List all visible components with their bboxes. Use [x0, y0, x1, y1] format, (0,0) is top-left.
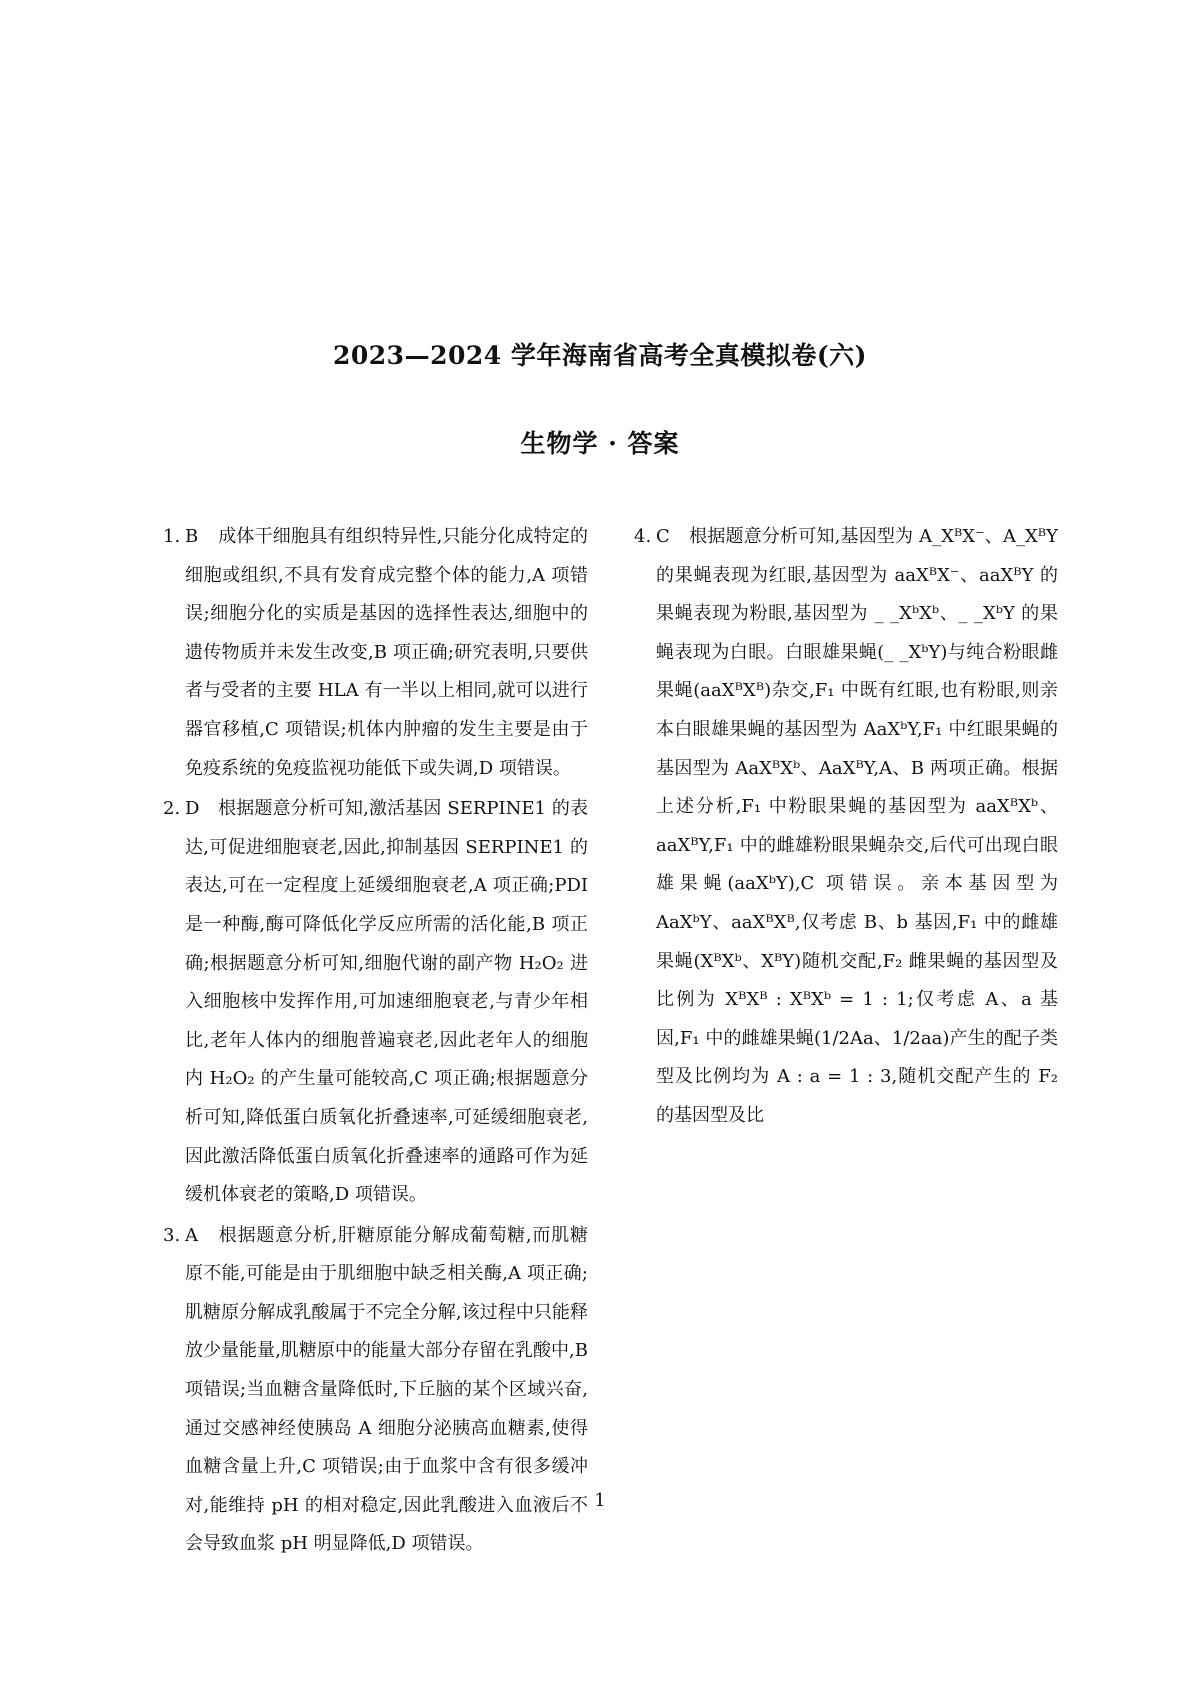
answer-item-1	[163, 518, 588, 788]
document-title: 2023—2024 学年海南省高考全真模拟卷(六)	[332, 341, 868, 370]
answer-item-3	[163, 1217, 588, 1555]
document-subtitle: 生物学 · 答案	[520, 429, 680, 458]
answer-explanation: 根据题意分析可知,激活基因 SERPINE1 的表达,可促进细胞衰老,因此,抑制基因 SERPINE1 的表达,可在一定程度上延缓细胞衰老,A 项正确;PDI 是一种酶,酶可降低化学反应所需的活化能,B 项正确;根据题意分析可知,细胞代谢的副产物 H₂O₂ 进入细胞核中发挥作用,可加速细胞衰老,与青少年相比,老年人体内的细胞普遍衰老,因此老年人的细胞内 H₂O₂ 的产生量可能较高,C 项正确;根据题意分析可知,降低蛋白质氧化折叠速率,可延缓细胞衰老,因此激活降低蛋白质氧化折叠速率的通路可作为延缓机体衰老的策略,D 项错误。	[185, 798, 588, 1206]
page-number: 1	[594, 1490, 606, 1511]
left-column	[163, 518, 588, 1555]
item-number: 4.	[634, 526, 652, 547]
right-column	[634, 518, 1058, 1138]
answer-explanation: 根据题意分析可知,基因型为 A_XᴮX⁻、A_XᴮY 的果蝇表现为红眼,基因型为 aaXᴮX⁻、aaXᴮY 的果蝇表现为粉眼,基因型为 _ _XᵇXᵇ、_ _XᵇY 的果蝇表现为白眼。白眼雄果蝇(_ _XᵇY)与纯合粉眼雌果蝇(aaXᴮXᴮ)杂交,F₁ 中既有红眼,也有粉眼,则亲本白眼雄果蝇的基因型为 AaXᵇY,F₁ 中红眼果蝇的基因型为 AaXᴮXᵇ、AaXᴮY,A、B 两项正确。根据上述分析,F₁ 中粉眼果蝇的基因型为 aaXᴮXᵇ、aaXᴮY,F₁ 中的雌雄粉眼果蝇杂交,后代可出现白眼雄果蝇(aaXᵇY),C 项错误。亲本基因型为 AaXᵇY、aaXᴮXᴮ,仅考虑 B、b 基因,F₁ 中的雌雄果蝇(XᴮXᵇ、XᴮY)随机交配,F₂ 雌果蝇的基因型及比例为 XᴮXᴮ : XᴮXᵇ = 1 : 1;仅考虑 A、a 基因,F₁ 中的雌雄果蝇(1/2Aa、1/2aa)产生的配子类型及比例均为 A : a = 1 : 3,随机交配产生的 F₂ 的基因型及比	[656, 526, 1058, 1126]
answer-explanation: 成体干细胞具有组织特异性,只能分化成特定的细胞或组织,不具有发育成完整个体的能力,A 项错误;细胞分化的实质是基因的选择性表达,细胞中的遗传物质并未发生改变,B 项正确;研究表明,只要供者与受者的主要 HLA 有一半以上相同,就可以进行器官移植,C 项错误;机体内肿瘤的发生主要是由于免疫系统的免疫监视功能低下或失调,D 项错误。	[185, 526, 588, 779]
answer-item-4	[634, 518, 1058, 1136]
answer-letter: C	[656, 526, 670, 547]
answer-explanation: 根据题意分析,肝糖原能分解成葡萄糖,而肌糖原不能,可能是由于肌细胞中缺乏相关酶,A 项正确;肌糖原分解成乳酸属于不完全分解,该过程中只能释放少量能量,肌糖原中的能量大部分存留在乳酸中,B 项错误;当血糖含量降低时,下丘脑的某个区域兴奋,通过交感神经使胰岛 A 细胞分泌胰高血糖素,使得血糖含量上升,C 项错误;由于血浆中含有很多缓冲对,能维持 pH 的相对稳定,因此乳酸进入血液后不会导致血浆 pH 明显降低,D 项错误。	[185, 1224, 588, 1555]
answer-letter: B	[185, 526, 199, 547]
answer-letter: D	[185, 798, 200, 820]
answer-letter: A	[185, 1224, 198, 1246]
item-number: 1.	[163, 526, 181, 547]
item-number: 2.	[163, 798, 181, 820]
answer-item-2	[163, 790, 588, 1215]
item-number: 3.	[163, 1224, 181, 1246]
